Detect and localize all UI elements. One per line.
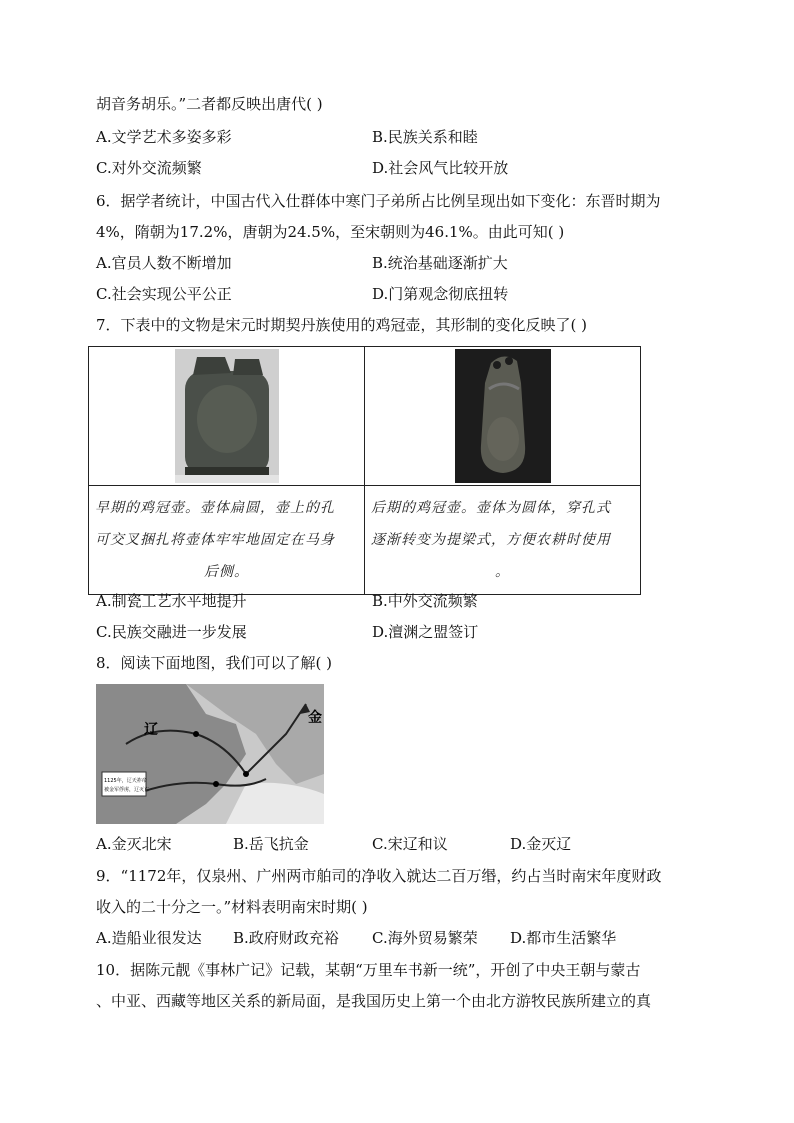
map-label-liao: 辽 xyxy=(144,722,158,738)
map-label-jin: 金 xyxy=(308,710,322,726)
q6-stem-line1: 6．据学者统计，中国古代入仕群体中寒门子弟所占比例呈现出如下变化：东晋时期为 xyxy=(96,192,661,210)
q6-option-a: A.官员人数不断增加 xyxy=(96,254,232,272)
q6-option-b: B.统治基础逐渐扩大 xyxy=(372,254,508,272)
q5-option-a: A.文学艺术多姿多彩 xyxy=(96,128,232,146)
q9-option-b: B.政府财政充裕 xyxy=(233,929,339,947)
late-desc-line3: 。 xyxy=(495,564,510,580)
q6-stem-line2: 4%，隋朝为17.2%，唐朝为24.5%，至宋朝则为46.1%。由此可知( ) xyxy=(96,223,565,241)
q10-stem-line2: 、中亚、西藏等地区关系的新局面，是我国历史上第一个由北方游牧民族所建立的真 xyxy=(96,992,652,1010)
late-desc-line1: 后期的鸡冠壶。壶体为圆体，穿孔式 xyxy=(371,500,611,516)
q10-stem-line1: 10．据陈元靓《事林广记》记载，某朝“万里车书新一统”，开创了中央王朝与蒙古 xyxy=(96,961,641,979)
early-desc-line1: 早期的鸡冠壶。壶体扁圆，壶上的孔 xyxy=(95,500,335,516)
q5-option-d: D.社会风气比较开放 xyxy=(372,159,509,177)
line-q5-stem: 胡音务胡乐。”二者都反映出唐代( ) xyxy=(96,95,323,113)
map-note-line1: 1125年，辽天祚帝 xyxy=(104,778,147,784)
late-pot-photo-cell xyxy=(365,347,641,486)
early-pot-photo-cell xyxy=(89,347,365,486)
liao-jin-war-map xyxy=(96,684,324,824)
q9-option-c: C.海外贸易繁荣 xyxy=(372,929,478,947)
q9-option-a: A.造船业很发达 xyxy=(96,929,202,947)
late-desc-line2: 逐渐转变为提梁式，方便农耕时使用 xyxy=(371,532,611,548)
late-cockscomb-pot-image xyxy=(455,349,551,483)
q9-stem-line1: 9．“1172年，仅泉州、广州两市舶司的净收入就达二百万缗，约占当时南宋年度财政 xyxy=(96,867,662,885)
q8-option-d: D.金灭辽 xyxy=(510,835,572,853)
q8-stem: 8．阅读下面地图，我们可以了解( ) xyxy=(96,654,333,672)
q9-option-d: D.都市生活繁华 xyxy=(510,929,617,947)
q8-option-b: B.岳飞抗金 xyxy=(233,835,309,853)
q7-option-b: B.中外交流频繁 xyxy=(372,592,478,610)
map-note-line2: 被金军俘虏，辽灭亡 xyxy=(104,787,150,793)
early-desc-line3: 后侧。 xyxy=(204,564,249,580)
early-pot-description xyxy=(89,486,365,595)
late-pot-description xyxy=(365,486,641,595)
q8-option-c: C.宋辽和议 xyxy=(372,835,448,853)
early-desc-line2: 可交叉捆扎将壶体牢牢地固定在马身 xyxy=(95,532,335,548)
q7-option-c: C.民族交融进一步发展 xyxy=(96,623,247,641)
q6-option-c: C.社会实现公平公正 xyxy=(96,285,232,303)
q5-option-c: C.对外交流频繁 xyxy=(96,159,202,177)
q9-stem-line2: 收入的二十分之一。”材料表明南宋时期( ) xyxy=(96,898,368,916)
early-cockscomb-pot-image xyxy=(175,349,279,483)
q7-option-a: A.制瓷工艺水平地提升 xyxy=(96,592,247,610)
q7-stem: 7．下表中的文物是宋元时期契丹族使用的鸡冠壶，其形制的变化反映了( ) xyxy=(96,316,588,334)
artifact-table xyxy=(88,346,641,595)
q8-option-a: A.金灭北宋 xyxy=(96,835,172,853)
q5-option-b: B.民族关系和睦 xyxy=(372,128,478,146)
q7-option-d: D.澶渊之盟签订 xyxy=(372,623,479,641)
q6-option-d: D.门第观念彻底扭转 xyxy=(372,285,509,303)
